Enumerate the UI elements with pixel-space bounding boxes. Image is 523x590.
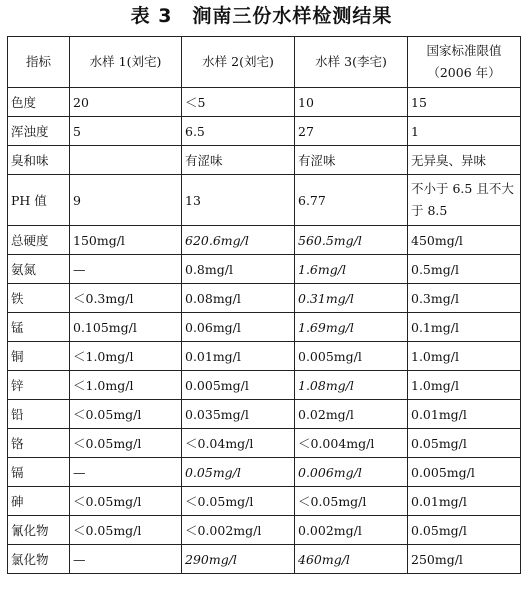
- cell-indicator: 浑浊度: [8, 117, 70, 146]
- cell-sample-1: —: [70, 255, 182, 284]
- cell-sample-1: —: [70, 458, 182, 487]
- table-row: [8, 146, 521, 175]
- cell-standard: 0.05mg/l: [408, 429, 521, 458]
- cell-standard: 0.01mg/l: [408, 487, 521, 516]
- cell-sample-2: 有涩味: [182, 146, 295, 175]
- cell-sample-3: 1.08mg/l: [295, 371, 408, 400]
- cell-standard: 1: [408, 117, 521, 146]
- cell-standard: 1.0mg/l: [408, 371, 521, 400]
- table-row: [8, 226, 521, 255]
- cell-indicator: 氯化物: [8, 545, 70, 574]
- cell-sample-3: 0.005mg/l: [295, 342, 408, 371]
- cell-standard: 0.005mg/l: [408, 458, 521, 487]
- cell-sample-1: ＜0.05mg/l: [70, 516, 182, 545]
- cell-standard: 250mg/l: [408, 545, 521, 574]
- cell-sample-2: ＜0.04mg/l: [182, 429, 295, 458]
- header-row: [8, 37, 521, 88]
- cell-indicator: 色度: [8, 88, 70, 117]
- cell-sample-3: 6.77: [295, 175, 408, 226]
- cell-sample-3: 27: [295, 117, 408, 146]
- cell-standard: 0.3mg/l: [408, 284, 521, 313]
- table-row: [8, 342, 521, 371]
- cell-standard: 0.5mg/l: [408, 255, 521, 284]
- cell-sample-1: ＜1.0mg/l: [70, 342, 182, 371]
- cell-sample-3: 0.02mg/l: [295, 400, 408, 429]
- cell-sample-3: ＜0.004mg/l: [295, 429, 408, 458]
- cell-sample-2: 0.06mg/l: [182, 313, 295, 342]
- table-row: [8, 516, 521, 545]
- cell-sample-1: ＜0.05mg/l: [70, 429, 182, 458]
- table-row: [8, 371, 521, 400]
- header-cell-sample-3: 水样 3(李宅): [295, 37, 408, 88]
- cell-sample-1: 150mg/l: [70, 226, 182, 255]
- table-row: [8, 284, 521, 313]
- cell-indicator: 锰: [8, 313, 70, 342]
- cell-sample-1: ＜0.3mg/l: [70, 284, 182, 313]
- table-row: [8, 487, 521, 516]
- cell-standard: 450mg/l: [408, 226, 521, 255]
- cell-standard: 0.05mg/l: [408, 516, 521, 545]
- cell-sample-2: 0.035mg/l: [182, 400, 295, 429]
- cell-sample-3: 560.5mg/l: [295, 226, 408, 255]
- cell-indicator: 铁: [8, 284, 70, 313]
- cell-indicator: 铅: [8, 400, 70, 429]
- cell-sample-3: 1.6mg/l: [295, 255, 408, 284]
- cell-sample-3: 0.006mg/l: [295, 458, 408, 487]
- results-table: [7, 36, 521, 574]
- cell-sample-1: —: [70, 545, 182, 574]
- cell-sample-2: 0.08mg/l: [182, 284, 295, 313]
- cell-indicator: 铬: [8, 429, 70, 458]
- cell-sample-3: 10: [295, 88, 408, 117]
- cell-sample-3: ＜0.05mg/l: [295, 487, 408, 516]
- table-row: [8, 175, 521, 226]
- table-caption: 表 3 涧南三份水样检测结果: [130, 5, 393, 27]
- cell-indicator: 锌: [8, 371, 70, 400]
- table-row: [8, 545, 521, 574]
- header-cell-sample-1: 水样 1(刘宅): [70, 37, 182, 88]
- cell-sample-2: 6.5: [182, 117, 295, 146]
- header-cell-indicator: 指标: [8, 37, 70, 88]
- cell-standard: 1.0mg/l: [408, 342, 521, 371]
- table-row: [8, 400, 521, 429]
- cell-sample-2: 13: [182, 175, 295, 226]
- cell-sample-2: ＜5: [182, 88, 295, 117]
- cell-sample-2: 290mg/l: [182, 545, 295, 574]
- cell-sample-1: [70, 146, 182, 175]
- cell-indicator: 氰化物: [8, 516, 70, 545]
- cell-sample-2: 0.01mg/l: [182, 342, 295, 371]
- cell-indicator: 总硬度: [8, 226, 70, 255]
- header-cell-sample-2: 水样 2(刘宅): [182, 37, 295, 88]
- cell-sample-1: 5: [70, 117, 182, 146]
- cell-sample-3: 1.69mg/l: [295, 313, 408, 342]
- table-row: [8, 117, 521, 146]
- cell-sample-3: 460mg/l: [295, 545, 408, 574]
- cell-standard: 0.01mg/l: [408, 400, 521, 429]
- cell-standard: 无异臭、异味: [408, 146, 521, 175]
- cell-indicator: 铜: [8, 342, 70, 371]
- cell-sample-2: ＜0.002mg/l: [182, 516, 295, 545]
- cell-sample-2: 620.6mg/l: [182, 226, 295, 255]
- cell-sample-3: 0.002mg/l: [295, 516, 408, 545]
- cell-standard: 不小于 6.5 且不大于 8.5: [408, 175, 521, 226]
- cell-sample-1: ＜0.05mg/l: [70, 400, 182, 429]
- table-row: [8, 255, 521, 284]
- table-row: [8, 429, 521, 458]
- cell-sample-3: 有涩味: [295, 146, 408, 175]
- cell-standard: 15: [408, 88, 521, 117]
- cell-indicator: 砷: [8, 487, 70, 516]
- cell-sample-3: 0.31mg/l: [295, 284, 408, 313]
- cell-sample-1: 9: [70, 175, 182, 226]
- cell-sample-1: ＜1.0mg/l: [70, 371, 182, 400]
- cell-indicator: 氨氮: [8, 255, 70, 284]
- cell-sample-2: 0.005mg/l: [182, 371, 295, 400]
- cell-indicator: 镉: [8, 458, 70, 487]
- table-row: [8, 458, 521, 487]
- table-row: [8, 313, 521, 342]
- header-cell-national-standard: 国家标准限值（2006 年）: [408, 37, 521, 88]
- cell-indicator: PH 值: [8, 175, 70, 226]
- cell-sample-2: 0.8mg/l: [182, 255, 295, 284]
- cell-standard: 0.1mg/l: [408, 313, 521, 342]
- table-row: [8, 88, 521, 117]
- cell-indicator: 臭和味: [8, 146, 70, 175]
- cell-sample-1: ＜0.05mg/l: [70, 487, 182, 516]
- cell-sample-2: 0.05mg/l: [182, 458, 295, 487]
- cell-sample-1: 20: [70, 88, 182, 117]
- cell-sample-1: 0.105mg/l: [70, 313, 182, 342]
- cell-sample-2: ＜0.05mg/l: [182, 487, 295, 516]
